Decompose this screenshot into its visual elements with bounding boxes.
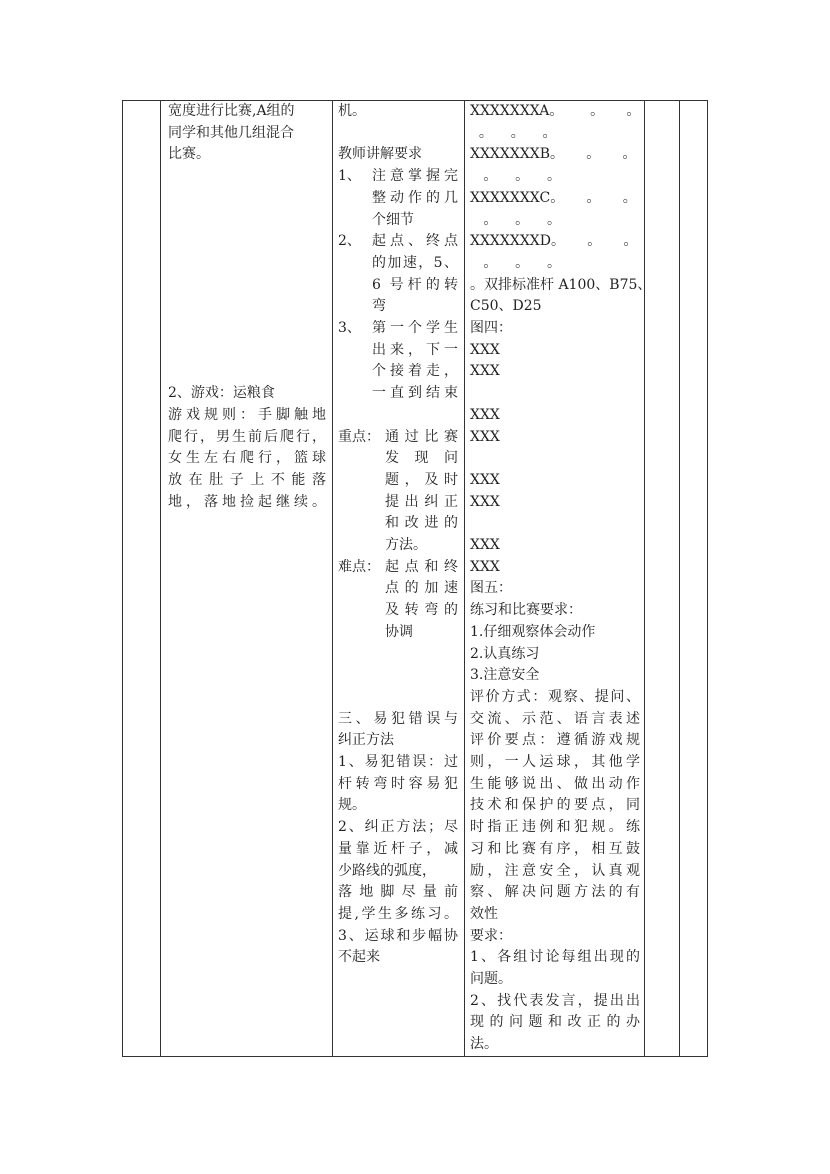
formation-row: 。双排标准杆 A100、B75、 — [470, 276, 652, 293]
key-point-line: 和改进的 — [385, 515, 458, 532]
requirement-line: 励，注意安全，认真观 — [470, 862, 640, 879]
requirement-line: 1.仔细观察体会动作 — [470, 623, 596, 640]
activity-line: 宽度进行比赛,A组的 — [168, 103, 295, 119]
game-rule-line: 放在肚子上不能落 — [168, 471, 326, 488]
key-point-line: 提出纠正 — [385, 493, 458, 510]
formation-row: 。 。 。 — [470, 211, 561, 228]
requirement-line: 问题。 — [470, 971, 512, 987]
key-point-line: 发现问 — [385, 450, 458, 467]
formation-row: XXXXXXXD。 。 。 — [470, 233, 638, 250]
requirement-line: 现的问题和改正的办 — [470, 1014, 640, 1031]
item-line: 起点、终点 — [372, 233, 458, 250]
requirement-line: 评价要点：遵循游戏规 — [470, 732, 640, 749]
item-line: 个细节 — [372, 211, 414, 228]
formation-row: XXX — [470, 493, 500, 510]
game-rule-line: 女生左右爬行，篮球 — [168, 450, 326, 467]
item-number: 1、 — [338, 168, 361, 185]
difficulty-line: 及转弯的 — [385, 602, 458, 619]
game-rule-line: 游戏规则：手脚触地 — [168, 406, 326, 423]
requirement-line: 交流、示范、语言表述 — [470, 710, 640, 727]
error-line: 杆转弯时容易犯 — [338, 775, 458, 792]
formation-row: XXX — [470, 406, 500, 423]
formation-row: 。 。 。 — [470, 124, 557, 141]
requirement-line: 技术和保护的要点，同 — [470, 797, 640, 814]
difficulty-line: 点的加速 — [385, 580, 458, 597]
error-line: 1、易犯错误：过 — [338, 754, 458, 770]
item-line: 弯 — [372, 298, 386, 315]
formation-row: XXX — [470, 363, 500, 380]
activity-line: 同学和其他几组混合 — [168, 124, 294, 141]
error-line: 提,学生多练习。 — [338, 905, 458, 922]
formation-row: XXX — [470, 428, 500, 445]
error-line: 落地脚尽量前 — [338, 884, 458, 901]
item-line: 出来，下一 — [372, 341, 458, 358]
error-line: 量靠近杆子，减 — [338, 840, 458, 857]
requirement-line: 生能够说出、做出动作 — [470, 775, 640, 792]
formation-row: XXX — [470, 471, 500, 488]
column-divider — [160, 100, 161, 1057]
error-line: 2、纠正方法；尽 — [338, 819, 458, 836]
activity-line: 比赛。 — [168, 146, 210, 163]
difficulty-line: 协调 — [385, 623, 413, 640]
formation-row: XXXXXXXA。 。 。 — [470, 103, 641, 119]
requirement-line: 2.认真练习 — [470, 645, 540, 662]
method-line: 机。 — [338, 103, 366, 119]
difficulty-label: 难点： — [338, 558, 380, 575]
game-rule-line: 地，落地捡起继续。 — [168, 493, 326, 510]
requirement-line: 练习和比赛要求： — [470, 602, 582, 619]
column-divider — [332, 100, 333, 1057]
requirement-line: 则，一人运球，其他学 — [470, 754, 640, 770]
formation-row: XXX — [470, 558, 500, 575]
item-number: 3、 — [338, 320, 361, 336]
explain-title: 教师讲解要求 — [338, 146, 422, 163]
item-line: 6 号杆的转 — [372, 276, 458, 293]
requirement-line: 评价方式：观察、提问、 — [470, 688, 640, 705]
item-number: 2、 — [338, 233, 361, 250]
key-point-label: 重点： — [338, 428, 380, 445]
requirement-line: 2、找代表发言，提出出 — [470, 992, 640, 1009]
formation-row: C50、D25 — [470, 298, 542, 315]
requirement-line: 习和比赛有序，相互鼓 — [470, 840, 640, 857]
difficulty-line: 起点和终 — [385, 558, 458, 575]
formation-row: XXXXXXXB。 。 。 — [470, 146, 637, 163]
requirement-line: 3.注意安全 — [470, 667, 540, 684]
error-line: 规。 — [338, 797, 366, 814]
key-point-line: 题，及时 — [385, 471, 458, 488]
item-line: 的加速，5、 — [372, 254, 458, 271]
item-line: 整动作的几 — [372, 189, 458, 206]
column-divider — [464, 100, 465, 1057]
requirement-line: 时指正违例和犯规。练 — [470, 819, 640, 836]
item-line: 一直到结束 — [372, 385, 458, 402]
formation-row: XXX — [470, 341, 500, 358]
error-line: 少路线的弧度， — [338, 862, 436, 879]
requirement-line: 1、各组讨论每组出现的 — [470, 949, 640, 966]
requirement-line: 要求： — [470, 927, 512, 944]
game-title: 2、游戏：运粮食 — [168, 385, 275, 402]
game-rule-line: 爬行，男生前后爬行， — [168, 428, 326, 445]
item-line: 注意掌握完 — [372, 168, 458, 185]
requirement-line: 法。 — [470, 1036, 498, 1053]
key-point-line: 方法。 — [385, 537, 427, 553]
error-line: 三、易犯错误与 — [338, 710, 458, 727]
key-point-line: 通过比赛 — [385, 428, 458, 445]
column-divider — [644, 100, 645, 1057]
error-line: 3、运球和步幅协 — [338, 927, 458, 944]
item-line: 个接着走， — [372, 363, 458, 380]
formation-row: XXXXXXXC。 。 。 — [470, 189, 637, 206]
requirement-line: 效性 — [470, 905, 498, 922]
figure-label: 图五： — [470, 580, 512, 597]
error-line: 纠正方法 — [338, 732, 394, 749]
figure-label: 图四： — [470, 320, 512, 336]
formation-row: XXX — [470, 537, 500, 553]
formation-row: 。 。 。 — [470, 168, 561, 185]
item-line: 第一个学生 — [372, 320, 458, 336]
formation-row: 。 。 。 — [470, 254, 561, 271]
error-line: 不起来 — [338, 949, 380, 966]
requirement-line: 察、解决问题方法的有 — [470, 884, 640, 901]
column-divider — [679, 100, 680, 1057]
